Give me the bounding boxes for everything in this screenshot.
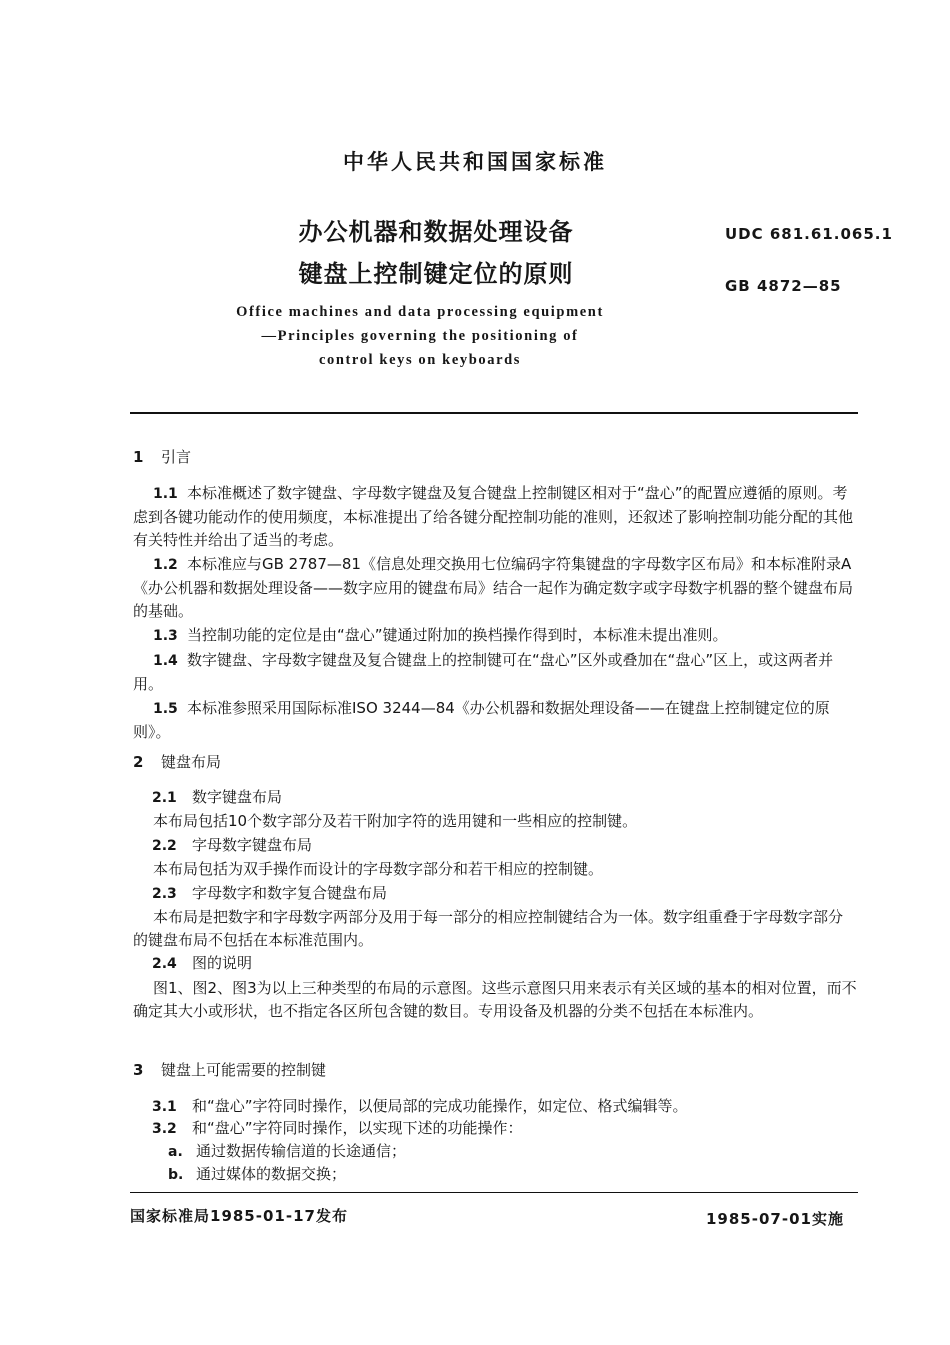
clause-text: 数字键盘、字母数字键盘及复合键盘上的控制键可在“盘心”区外或叠加在“盘心”区上，或这两者并用。 bbox=[133, 651, 834, 693]
clause-title: 字母数字和数字复合键盘布局 bbox=[192, 884, 388, 902]
paragraph-2-1: 本布局包括10个数字部分及若干附加字符的选用键和一些相应的控制键。 bbox=[153, 812, 638, 830]
clause-number: 3.1 bbox=[152, 1099, 177, 1115]
clause-text: 本标准应与GB 2787—81《信息处理交换用七位编码字符集键盘的字母数字区布局》和本标准附录A《办公机器和数据处理设备——数字应用的键盘布局》结合一起作为确定数字或字母数字机器的整个键盘布局的基础。 bbox=[133, 555, 854, 620]
item-text: 通过数据传输信道的长途通信； bbox=[196, 1142, 407, 1160]
subsection-2-1-title bbox=[152, 786, 282, 807]
section-2-heading bbox=[133, 751, 221, 772]
clause-text: 和“盘心”字符同时操作，以实现下述的功能操作： bbox=[192, 1119, 523, 1137]
clause-title: 字母数字键盘布局 bbox=[192, 836, 313, 854]
subsection-2-3-title bbox=[152, 882, 387, 903]
clause-number: 1.4 bbox=[153, 653, 178, 669]
gb-code: GB 4872—85 bbox=[725, 277, 842, 295]
clause-number: 2.4 bbox=[152, 956, 177, 972]
clause-number: 3.2 bbox=[152, 1121, 177, 1137]
clause-number: 1.2 bbox=[153, 557, 178, 573]
section-title: 键盘上可能需要的控制键 bbox=[161, 1061, 327, 1079]
footer-rule bbox=[130, 1192, 858, 1193]
paragraph-1-5 bbox=[133, 697, 857, 744]
paragraph-1-2 bbox=[133, 553, 857, 623]
paragraph-2-3: 本布局是把数字和字母数字两部分及用于每一部分的相应控制键结合为一体。数字组重叠于字母数字部分的键盘布局不包括在本标准范围内。 bbox=[133, 908, 844, 949]
title-en bbox=[200, 300, 640, 372]
title-cn-line1: 办公机器和数据处理设备 bbox=[298, 218, 574, 246]
title-en-line3: control keys on keyboards bbox=[318, 352, 522, 368]
item-label: a. bbox=[168, 1144, 183, 1160]
paragraph-3-1 bbox=[152, 1095, 688, 1116]
paragraph-1-1 bbox=[133, 482, 857, 552]
subsection-2-4-title bbox=[152, 952, 252, 973]
clause-text: 和“盘心”字符同时操作，以便局部的完成功能操作，如定位、格式编辑等。 bbox=[192, 1097, 688, 1115]
clause-text: 本标准概述了数字键盘、字母数字键盘及复合键盘上控制键区相对于“盘心”的配置应遵循的原则。考虑到各键功能动作的使用频度，本标准提出了给各键分配控制功能的准则，还叙述了影响控制功能分配的其他有关特性并给出了适当的考虑。 bbox=[133, 484, 854, 549]
clause-number: 2.1 bbox=[152, 790, 177, 806]
paragraph-2-4: 图1、图2、图3为以上三种类型的布局的示意图。这些示意图只用来表示有关区域的基本的相对位置，而不确定其大小或形状，也不指定各区所包含键的数目。专用设备及机器的分类不包括在本标准内。 bbox=[133, 979, 857, 1020]
clause-number: 1.3 bbox=[153, 628, 178, 644]
paragraph-3-2 bbox=[152, 1117, 523, 1138]
clause-text: 当控制功能的定位是由“盘心”键通过附加的换档操作得到时，本标准未提出准则。 bbox=[187, 626, 728, 644]
national-standard-label: 中华人民共和国国家标准 bbox=[343, 150, 607, 174]
item-label: b. bbox=[168, 1167, 184, 1183]
section-number: 3 bbox=[133, 1061, 144, 1079]
list-item-a bbox=[168, 1140, 406, 1161]
title-en-line2: —Principles governing the positioning of bbox=[261, 328, 579, 344]
item-text: 通过媒体的数据交换； bbox=[196, 1165, 347, 1183]
clause-number: 2.2 bbox=[152, 838, 177, 854]
clause-text: 本标准参照采用国际标准ISO 3244—84《办公机器和数据处理设备——在键盘上控制键定位的原则》。 bbox=[133, 699, 830, 741]
list-item-b bbox=[168, 1163, 346, 1184]
effective-date: 1985-07-01实施 bbox=[706, 1210, 844, 1228]
title-en-line1: Office machines and data processing equipment bbox=[236, 304, 604, 320]
clause-number: 1.5 bbox=[153, 701, 178, 717]
clause-number: 1.1 bbox=[153, 486, 178, 502]
paragraph-1-3 bbox=[133, 624, 857, 648]
section-number: 1 bbox=[133, 448, 144, 466]
paragraph-2-2: 本布局包括为双手操作而设计的字母数字部分和若干相应的控制键。 bbox=[153, 860, 604, 878]
clause-title: 图的说明 bbox=[192, 954, 253, 972]
subsection-2-2-title bbox=[152, 834, 312, 855]
section-1-heading bbox=[133, 446, 191, 467]
section-title: 键盘布局 bbox=[161, 753, 222, 771]
section-title: 引言 bbox=[161, 448, 192, 466]
clause-number: 2.3 bbox=[152, 886, 177, 902]
issue-date: 国家标准局1985-01-17发布 bbox=[130, 1207, 348, 1225]
paragraph-1-4 bbox=[133, 649, 857, 696]
title-cn-line2: 键盘上控制键定位的原则 bbox=[298, 260, 574, 288]
udc-code: UDC 681.61.065.1 bbox=[725, 225, 893, 243]
section-number: 2 bbox=[133, 753, 144, 771]
clause-title: 数字键盘布局 bbox=[192, 788, 283, 806]
section-3-heading bbox=[133, 1059, 326, 1080]
header-rule bbox=[130, 412, 858, 414]
